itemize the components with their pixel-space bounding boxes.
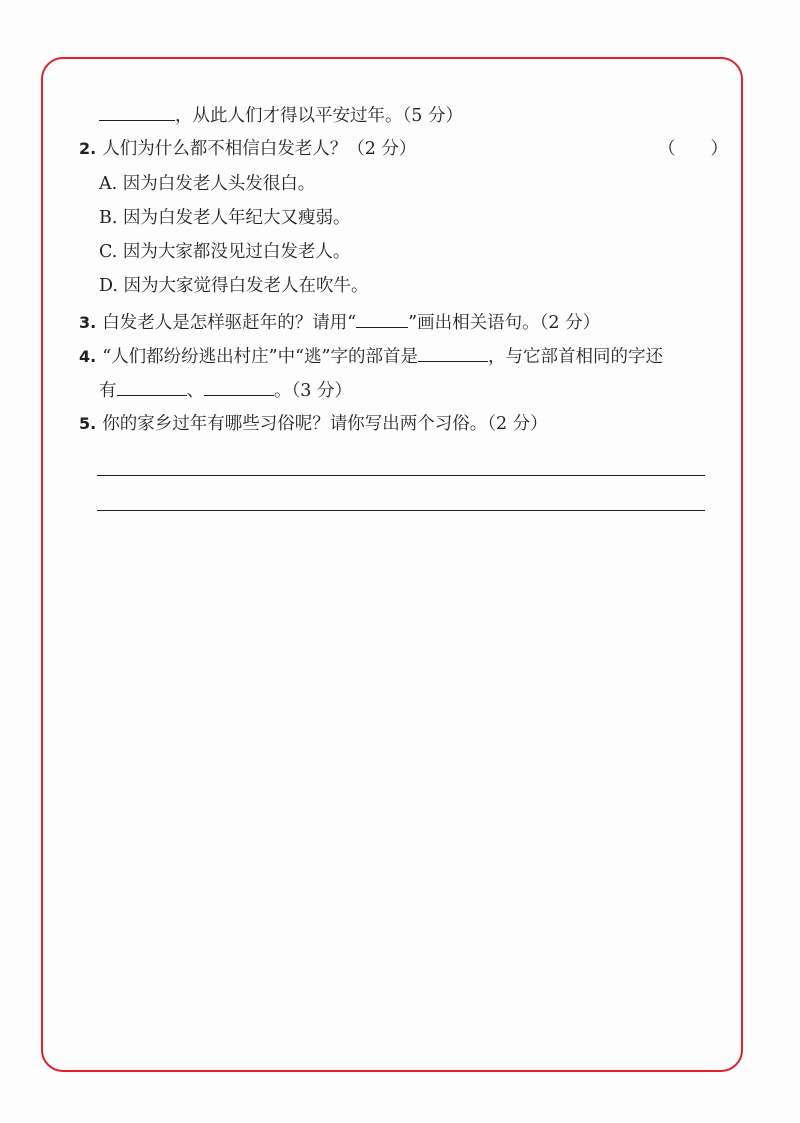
q4-line2 [99, 378, 352, 402]
q2-number: 2. [79, 139, 97, 158]
q4-text-line2-before: 有 [99, 381, 117, 401]
q5-number: 5. [79, 414, 97, 433]
q2-question [79, 138, 416, 160]
q2-option-b: B. 因为白发老人年纪大又瘦弱。 [99, 208, 351, 228]
q4-char-blank-1[interactable] [117, 378, 187, 396]
q4-text-line1-before: “人们都纷纷逃出村庄”中“逃”字的部首是 [102, 347, 419, 367]
q5-question [79, 413, 548, 435]
q2-option-a: A. 因为白发老人头发很白。 [99, 174, 316, 194]
q2-option-c: C. 因为大家都没见过白发老人。 [99, 242, 351, 262]
q5-answer-line-2[interactable] [97, 510, 705, 511]
q4-text-line1-after: ，与它部首相同的字还 [488, 347, 664, 367]
q4-text-line2-sep: 、 [186, 381, 204, 401]
q5-text: 你的家乡过年有哪些习俗呢？请你写出两个习俗。（2 分） [102, 414, 548, 434]
q4-radical-blank[interactable] [418, 344, 488, 362]
q1-answer-blank[interactable] [99, 103, 175, 121]
q4-char-blank-2[interactable] [204, 378, 274, 396]
q2-text: 人们为什么都不相信白发老人？（2 分） [102, 139, 417, 159]
q5-answer-line-1[interactable] [97, 475, 705, 476]
q4-number: 4. [79, 347, 97, 366]
q3-blank [356, 310, 408, 328]
q4-question [79, 344, 663, 368]
q1-tail-text: ，从此人们才得以平安过年。（5 分） [175, 106, 463, 126]
q1-tail-line [99, 103, 463, 127]
q2-answer-paren[interactable]: （ ） [658, 139, 728, 159]
q3-question [79, 310, 600, 334]
q3-text-before: 白发老人是怎样驱赶年的？请用“ [102, 313, 357, 333]
q3-text-after: ”画出相关语句。（2 分） [408, 313, 601, 333]
q4-text-line2-after: 。（3 分） [274, 381, 352, 401]
q2-option-d: D. 因为大家觉得白发老人在吹牛。 [99, 276, 369, 296]
q3-number: 3. [79, 313, 97, 332]
